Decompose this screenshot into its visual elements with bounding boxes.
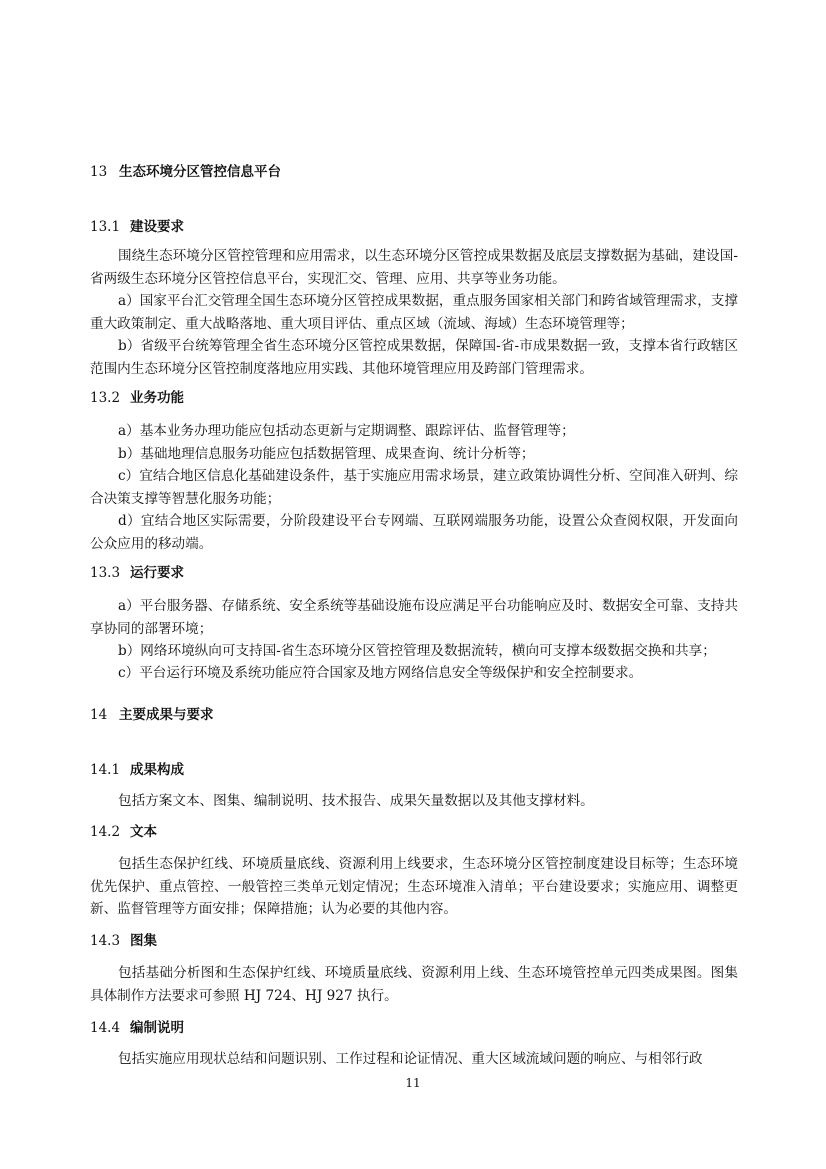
subsection-heading (90, 823, 157, 841)
section-number: 14.4 (90, 1020, 121, 1036)
section-title: 编制说明 (130, 1020, 184, 1036)
paragraph: 包括实施应用现状总结和问题识别、工作过程和论证情况、重大区域流域问题的响应、与相邻行政 (118, 1051, 703, 1067)
section-title: 图集 (130, 933, 157, 949)
section-number: 13.1 (90, 219, 121, 235)
section-title: 运行要求 (130, 565, 184, 581)
section-number: 13 (90, 164, 108, 180)
section-title: 建设要求 (130, 219, 184, 235)
section-title: 成果构成 (130, 762, 184, 778)
section-heading (90, 163, 281, 181)
list-item: a）平台服务器、存储系统、安全系统等基础设施布设应满足平台功能响应及时、数据安全可靠、支持共享协同的部署环境； (90, 598, 738, 637)
section-number: 14.1 (90, 762, 121, 778)
section-number: 14.3 (90, 933, 121, 949)
list-item: b）基础地理信息服务功能应包括数据管理、成果查询、统计分析等； (118, 446, 535, 462)
paragraph: 包括基础分析图和生态保护红线、环境质量底线、资源利用上线、生态环境管控单元四类成果图。图集具体制作方法要求可参照 HJ 724、HJ 927 执行。 (90, 965, 738, 1004)
subsection-heading (90, 932, 157, 950)
list-item: a）基本业务办理功能应包括动态更新与定期调整、跟踪评估、监督管理等； (118, 423, 575, 439)
paragraph: 包括方案文本、图集、编制说明、技术报告、成果矢量数据以及其他支撑材料。 (118, 793, 594, 809)
list-item: c）宜结合地区信息化基础建设条件，基于实施应用需求场景，建立政策协调性分析、空间准入研判、综合决策支撑等智慧化服务功能； (90, 468, 738, 507)
list-item: b）省级平台统筹管理全省生态环境分区管控成果数据，保障国-省-市成果数据一致，支撑本省行政辖区范围内生态环境分区管控制度落地应用实践、其他环境管理应用及跨部门管理需求。 (90, 338, 738, 377)
section-number: 13.2 (90, 390, 121, 406)
page-number: 11 (405, 1076, 421, 1090)
section-title: 文本 (130, 824, 157, 840)
section-title: 主要成果与要求 (119, 707, 214, 723)
list-item: b）网络环境纵向可支持国-省生态环境分区管控管理及数据流转，横向可支撑本级数据交换和共享； (118, 643, 716, 659)
section-number: 13.3 (90, 565, 121, 581)
paragraph: 包括生态保护红线、环境质量底线、资源利用上线要求，生态环境分区管控制度建设目标等；生态环境优先保护、重点管控、一般管控三类单元划定情况；生态环境准入清单；平台建设要求；实施应用、调整更新、监督管理等方面安排；保障措施；认为必要的其他内容。 (90, 856, 738, 918)
section-heading (90, 706, 214, 724)
list-item: d）宜结合地区实际需要，分阶段建设平台专网端、互联网端服务功能，设置公众查阅权限，开发面向公众应用的移动端。 (90, 513, 738, 552)
subsection-heading (90, 1019, 184, 1037)
subsection-heading (90, 389, 184, 407)
section-number: 14 (90, 707, 108, 723)
subsection-heading (90, 218, 184, 236)
list-item: c）平台运行环境及系统功能应符合国家及地方网络信息安全等级保护和安全控制要求。 (118, 665, 643, 681)
section-title: 生态环境分区管控信息平台 (119, 164, 281, 180)
list-item: a）国家平台汇交管理全国生态环境分区管控成果数据，重点服务国家相关部门和跨省域管理需求，支撑重大政策制定、重大战略落地、重大项目评估、重点区域（流域、海域）生态环境管理等； (90, 293, 738, 332)
section-title: 业务功能 (130, 390, 184, 406)
subsection-heading (90, 564, 184, 582)
subsection-heading (90, 761, 184, 779)
section-number: 14.2 (90, 824, 121, 840)
paragraph: 围绕生态环境分区管控管理和应用需求，以生态环境分区管控成果数据及底层支撑数据为基础，建设国-省两级生态环境分区管控信息平台，实现汇交、管理、应用、共享等业务功能。 (90, 248, 738, 287)
